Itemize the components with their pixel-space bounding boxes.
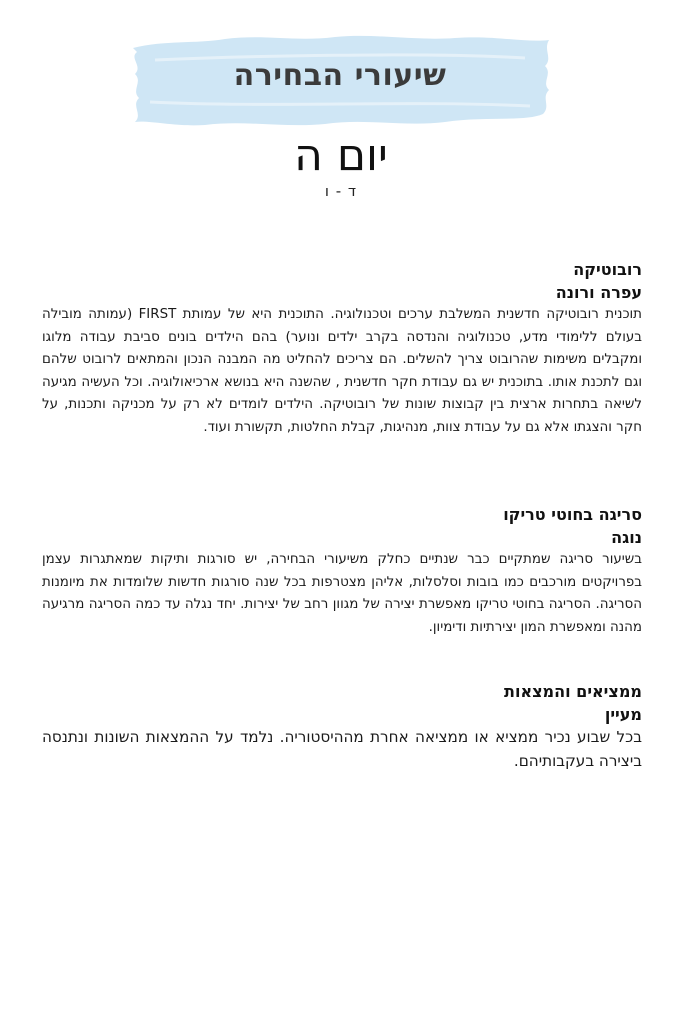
section-teacher: מעיין [604, 705, 642, 724]
section-title: סריגה בחוטי טריקו [503, 505, 642, 524]
grades-label: ד - ו [324, 182, 358, 200]
section-title: ממציאים והמצאות [504, 682, 642, 701]
section-teacher: עפרה ורונה [555, 283, 642, 302]
section-inventors [42, 680, 642, 773]
day-title: יום ה [294, 130, 388, 181]
section-title: רובוטיקה [573, 260, 642, 279]
page-title: שיעורי הבחירה [233, 58, 447, 93]
section-description: בכל שבוע נכיר ממציא או ממציאה אחרת מההיסטוריה. נלמד על ההמצאות השונות ונתנסה ביצירה בעקבותיהם. [42, 728, 642, 770]
header [125, 30, 555, 130]
section-robotics [42, 258, 642, 440]
section-knitting [42, 503, 642, 639]
section-description: תוכנית רובוטיקה חדשנית המשלבת ערכים וטכנולוגיה. התוכנית היא של עמותת FIRST (עמותה מובילה בעולם ללימודי מדע, טכנולוגיה והנדסה בקרב ילדים ונוער) בהם הילדים בונים סביבת עבודה מלוגו ומקבלים משימות שהרובוט צריך להשלים. הם צריכים להחליט מה המבנה הנכון והמתאים לרובוט שלהם וגם לתכנת אותו. בתוכנית יש גם עבודת חקר חדשנית , שהשנה היא בנושא ארכיאולוגיה. וכל העשיה מגיעה לשיאה בתחרות ארצית בין קבוצות שונות של רובוטיקה. הילדים לומדים לא רק על מכניקה ותכנות, על חקר והצגתו אלא גם על עבודת צוות, מנהיגות, קבלת החלטות, תקשורת ועוד. [42, 307, 642, 435]
section-description: בשיעור סריגה שמתקיים כבר שנתיים כחלק משיעורי הבחירה, יש סורגות ותיקות שמאתגרות עצמן בפרויקטים מורכבים כמו בובות וסלסלות, אליהן מצטרפות בכל שנה סורגות חדשות שלומדות את מיומנות הסריגה. הסריגה בחוטי טריקו מאפשרת יצירה של מגוון רחב של יצירות. יחד נגלה עד כמה הסריגה מרגיעה מהנה ומאפשרת המון יצירתיות ודימיון. [42, 552, 642, 635]
section-teacher: נוגה [611, 528, 642, 547]
